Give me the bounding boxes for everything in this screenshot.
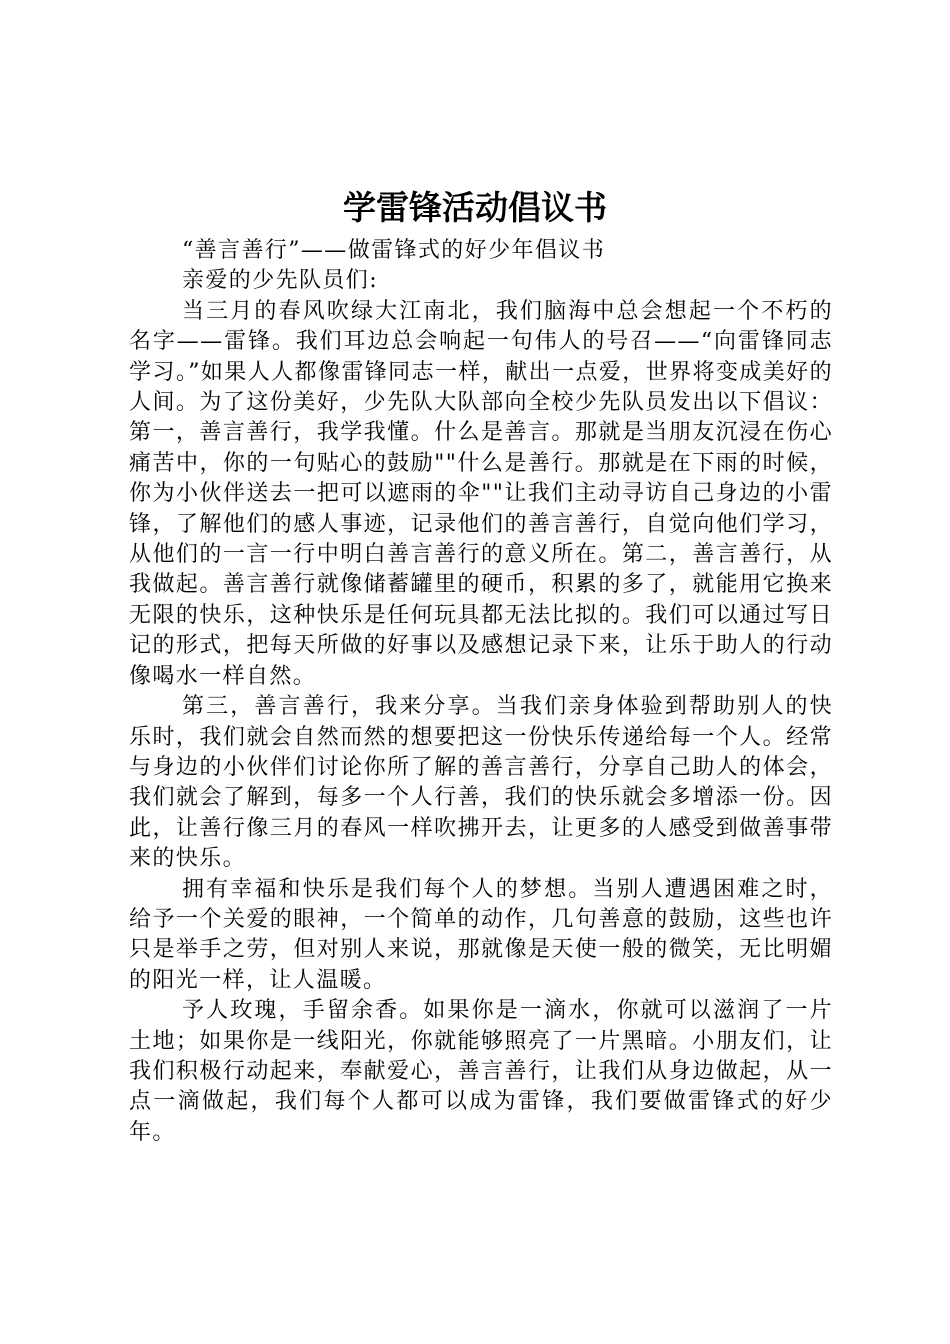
salutation-paragraph: 亲爱的少先队员们: — [182, 268, 379, 294]
body-paragraph: 当三月的春风吹绿大江南北，我们脑海中总会想起一个不朽的名字——雷锋。我们耳边总会响起一句伟人的号召——“向雷锋同志学习。”如果人人都像雷锋同志一样，献出一点爱，世界将变成美好的人间。为了这份美好，少先队大队部向全校少先队员发出以下倡议：第一，善言善行，我学我懂。什么是善言。那就是当朋友沉浸在伤心痛苦中，你的一句贴心的鼓励""什么是善行。那就是在下雨的时候，你为小伙伴送去一把可以遮雨的伞""让我们主动寻访自己身边的小雷锋，了解他们的感人事迹，记录他们的善言善行，自觉向他们学习，从他们的一言一行中明白善言善行的意义所在。第二，善言善行，从我做起。善言善行就像储蓄罐里的硬币，积累的多了，就能用它换来无限的快乐，这种快乐是任何玩具都无法比拟的。我们可以通过写日记的形式，把每天所做的好事以及感想记录下来，让乐于助人的行动像喝水一样自然。 — [129, 298, 833, 689]
body-paragraph: 第三，善言善行，我来分享。当我们亲身体验到帮助别人的快乐时，我们就会自然而然的想要把这一份快乐传递给每一个人。经常与身边的小伙伴们讨论你所了解的善言善行，分享自己助人的体会，我们就会了解到，每多一个人行善，我们的快乐就会多增添一份。因此，让善行像三月的春风一样吹拂开去，让更多的人感受到做善事带来的快乐。 — [129, 694, 833, 872]
body-paragraph: 拥有幸福和快乐是我们每个人的梦想。当别人遭遇困难之时，给予一个关爱的眼神，一个简单的动作，几句善意的鼓励，这些也许只是举手之劳，但对别人来说，那就像是天使一般的微笑，无比明媚的阳光一样，让人温暖。 — [129, 876, 833, 993]
subtitle-paragraph: “善言善行”——做雷锋式的好少年倡议书 — [182, 238, 606, 263]
document-title: 学雷锋活动倡议书 — [343, 188, 607, 227]
document-body — [129, 236, 833, 1148]
closing-paragraph: 予人玫瑰，手留余香。如果你是一滴水，你就可以滋润了一片土地；如果你是一线阳光，你就能够照亮了一片黑暗。小朋友们，让我们积极行动起来，奉献爱心，善言善行，让我们从身边做起，从一点一滴做起，我们每个人都可以成为雷锋，我们要做雷锋式的好少年。 — [129, 998, 833, 1145]
